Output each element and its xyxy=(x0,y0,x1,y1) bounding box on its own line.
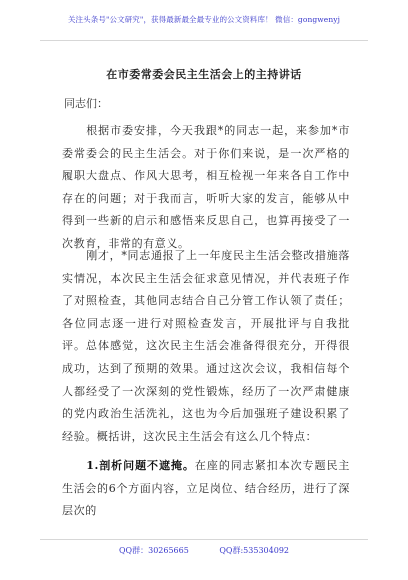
footer xyxy=(0,545,408,556)
body-paragraph: 根据市委安排，今天我跟*的同志一起，来参加*市委常委会的民主生活会。对于你们来说，是一次严格的履职大盘点、作风大思考，相互检视一年来各自工作中存在的问题；对于我而言，听听大家的发言，能够从中得到一些新的启示和感悟来反思自己，也算再接受了一次教育，非常的有意义。 xyxy=(62,124,350,250)
footer-qq-group-1: QQ群：30265665 xyxy=(118,546,189,555)
footer-qq-group-2: QQ群:535304092 xyxy=(219,546,289,555)
salutation: 同志们： xyxy=(64,97,108,110)
document-title: 在市委常委会民主生活会上的主持讲话 xyxy=(106,68,302,81)
point-paragraph xyxy=(62,455,350,523)
point-heading: 1.剖析问题不遮掩。 xyxy=(86,459,195,472)
body-paragraph: 刚才，*同志通报了上一年度民主生活会整改措施落实情况，本次民主生活会征求意见情况，并代表班子作了对照检查，其他同志结合自己分管工作认领了责任；各位同志逐一进行对照检查发言，开展批评与自我批评。总体感觉，这次民主生活会准备得很充分，开得很成功，达到了预期的效果。通过这次会议，我相信每个人都经受了一次深刻的党性锻炼，经历了一次严肃健康的党内政治生活洗礼，这也为今后加强班子建设积累了经验。概括讲，这次民主生活会有这么几个特点： xyxy=(62,249,350,443)
header-divider xyxy=(40,40,368,41)
header-banner: 关注头条号"公文研究"，获得最新最全最专业的公文资料库！ 微信：gongwenyj xyxy=(67,15,341,24)
point-text: 在座的同志紧扣本次专题民主生活会的6个方面内容，立足岗位、结合经历，进行了深层次的 xyxy=(62,459,350,518)
footer-divider xyxy=(40,539,368,540)
